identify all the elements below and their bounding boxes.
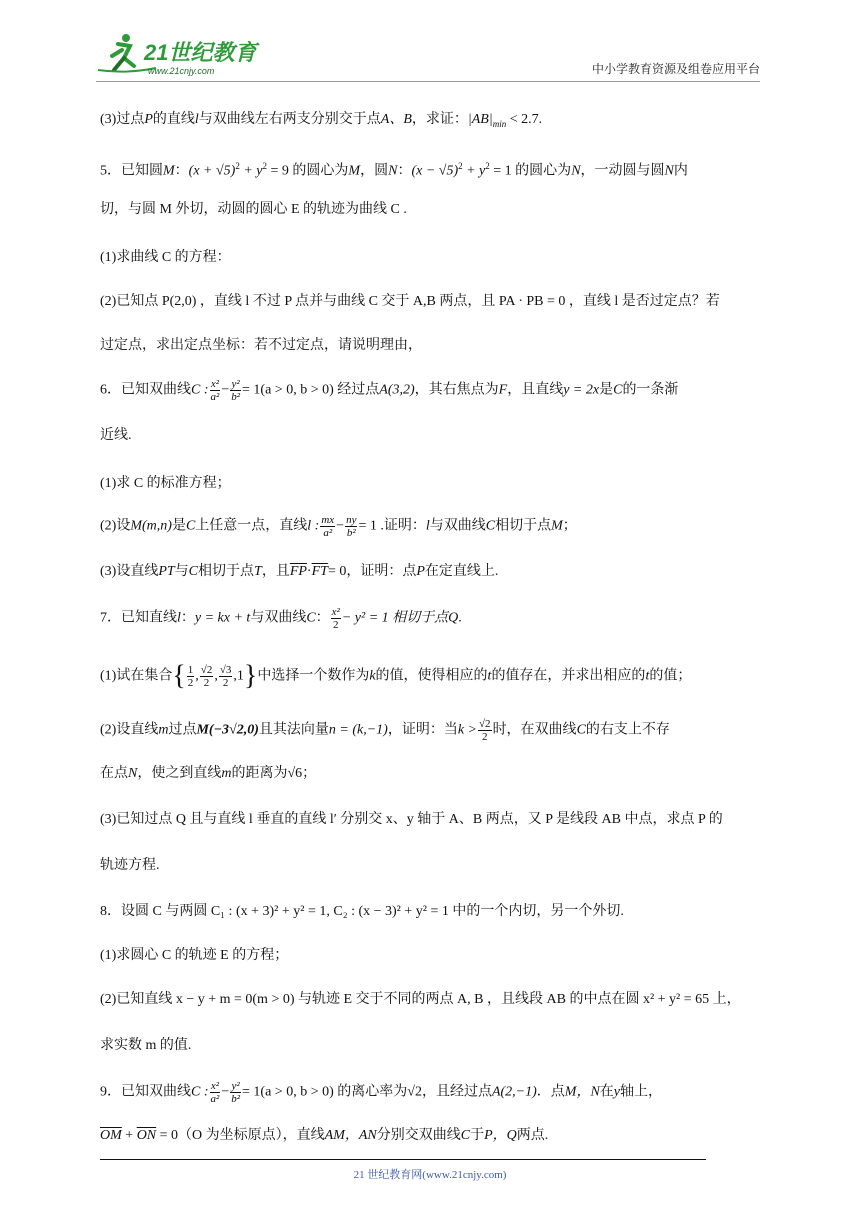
q7-part2-line2: 在点N，使之到直线m的距离为√6；	[100, 766, 317, 781]
q4-part3: (3)过点P的直线l与双曲线左右两支分别交于点A、B，求证：$|AB|_{min} < 2.7$.	[100, 112, 543, 129]
q7-part1: (1)试在集合{ $\frac{1}{2}$ , $\frac{√2}{2}$ , $\frac{√3}{2}$ ,1}中选择一个数作为k的值，使得相应的t的值存在，并求出相应的t的值；	[100, 660, 692, 692]
footer-divider	[100, 1159, 706, 1160]
q7-part3-line2: 轨迹方程.	[100, 858, 160, 873]
logo-wordmark: 21世纪教育	[144, 40, 257, 65]
header-divider	[96, 81, 760, 82]
q7-stem: 7．已知直线l：y = kx + t与双曲线C： $\frac{\text{x²}}{2}$ − y² = 1 相切于点Q.	[100, 606, 462, 631]
q5-part1: (1)求曲线 C 的方程：	[100, 250, 231, 265]
q7-part2-line1: (2)设直线m过点M(−3√2,0)且其法向量n = (k,−1)，证明：当k > $\frac{√2}{2}$ 时，在双曲线C的右支上不存	[100, 718, 670, 743]
q8-part2-line2: 求实数 m 的值.	[100, 1038, 192, 1053]
logo-url: www.21cnjy.com	[148, 66, 215, 76]
q6-part3: (3)设直线PT与C相切于点T，且$\overline{FP}\cdot\overline{FT}= 0$，证明：点P在定直线上.	[100, 564, 499, 579]
q5-stem-line1: 5．已知圆M：$(x + √5)^2 + y^2 = 9$ 的圆心为M，圆N：$(x - √5)^2 + y^2 = 1$ 的圆心为N，一动圆与圆N内	[100, 161, 688, 179]
q8-stem: 8．设圆 C 与两圆 C₁ : (x + 3)² + y² = 1, C₂ : (x − 3)² + y² = 1 中的一个内切，另一个外切.	[100, 904, 624, 919]
q5-part2-line2: 过定点，求出定点坐标：若不过定点，请说明理由，	[100, 338, 422, 353]
q6-part2: (2)设M(m,n)是C上任意一点，直线l : $\frac{mx}{\text{a²}}$ − $\frac{ny}{\text{b²}}$ = 1 .证明：l与双曲线C相切于点M；	[100, 514, 577, 539]
q8-part2-line1: (2)已知直线 x − y + m = 0(m > 0) 与轨迹 E 交于不同的两点 A, B ，且线段 AB 的中点在圆 x² + y² = 65 上，	[100, 992, 741, 1007]
q6-stem-line2: 近线.	[100, 428, 132, 443]
q9-stem-line2: $\overline{OM} + \overline{ON} = 0(O$ 为坐标原点），直线AM，AN分别交双曲线C于P，Q两点.	[100, 1128, 549, 1143]
q6-part1: (1)求 C 的标准方程；	[100, 476, 231, 491]
header-platform-label: 中小学教育资源及组卷应用平台	[591, 62, 760, 76]
q5-part2-line1: (2)已知点 P(2,0) ，直线 l 不过 P 点并与曲线 C 交于 A,B 两点，且 PA · PB = 0 ，直线 l 是否过定点？若	[100, 294, 720, 309]
footer-text: 21 世纪教育网(www.21cnjy.com)	[353, 1169, 507, 1181]
page-header	[96, 30, 760, 82]
q6-stem-line1: 6．已知双曲线C : $\frac{\text{x²}}{\text{a²}}$ − $\frac{\text{y²}}{\text{b²}}$ = 1(a > 0, b > 0) 经过点A(3,2)，其右焦点为F，且直线y = 2x是C的一条渐	[100, 378, 679, 403]
q5-stem-line2: 切，与圆 M 外切，动圆的圆心 E 的轨迹为曲线 C .	[100, 202, 407, 217]
q7-part3-line1: (3)已知过点 Q 且与直线 l 垂直的直线 l′ 分别交 x、y 轴于 A、B 两点，又 P 是线段 AB 中点，求点 P 的	[100, 812, 723, 827]
q9-stem-line1: 9．已知双曲线C : $\frac{\text{x²}}{\text{a²}}$ − $\frac{\text{y²}}{\text{b²}}$ = 1(a > 0, b > 0) 的离心率为√2，且经过点A(2,−1)．点M，N在y轴上，	[100, 1080, 662, 1105]
q8-part1: (1)求圆心 C 的轨迹 E 的方程；	[100, 948, 289, 963]
site-logo	[96, 30, 266, 78]
